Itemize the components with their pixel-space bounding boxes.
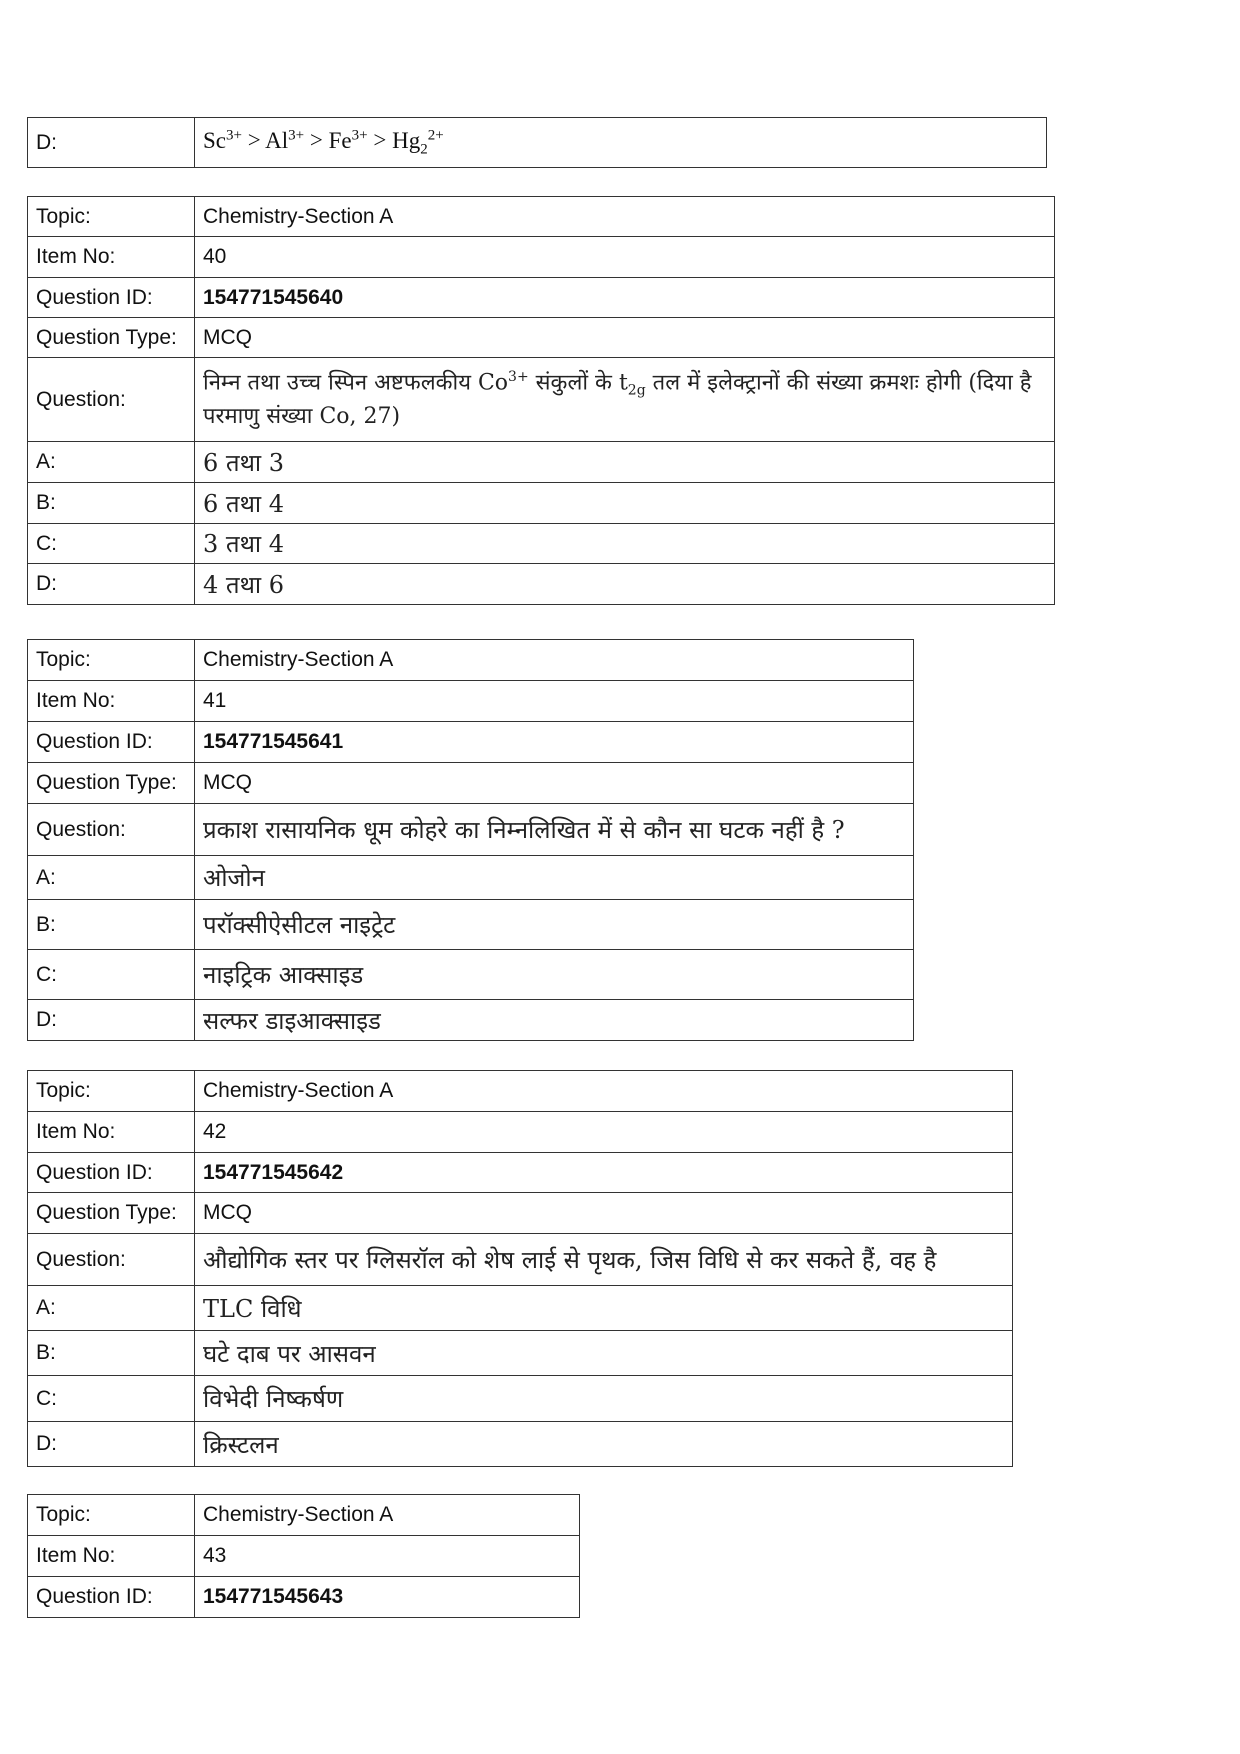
option-a-text: ओजोन <box>195 856 914 900</box>
question-text-part: संकुलों के t <box>528 369 628 395</box>
option-d-row <box>28 564 1055 605</box>
option-label: D: <box>28 118 195 168</box>
question-label: Question: <box>28 804 195 856</box>
item-label: Item No: <box>28 1112 195 1153</box>
question-id-value: 154771545643 <box>195 1577 580 1618</box>
question-type-row <box>28 1193 1013 1234</box>
question-text: प्रकाश रासायनिक धूम कोहरे का निम्नलिखित में से कौन सा घटक नहीं है ? <box>195 804 914 856</box>
question-id-row <box>28 1153 1013 1193</box>
topic-row <box>28 1495 580 1536</box>
option-d-row <box>28 1422 1013 1467</box>
option-a-row <box>28 856 914 900</box>
option-b-text: परॉक्सीऐसीटल नाइट्रेट <box>195 900 914 950</box>
question-42-table <box>27 1070 1013 1467</box>
topic-value: Chemistry-Section A <box>195 197 1055 237</box>
item-row <box>28 237 1055 278</box>
option-d-label: D: <box>28 564 195 605</box>
topic-row <box>28 640 914 681</box>
ion-order-formula <box>203 126 444 158</box>
ion-charge: 3+ <box>288 126 305 143</box>
ion-symbol: Sc <box>203 127 226 153</box>
item-value: 43 <box>195 1536 580 1577</box>
question-id-label: Question ID: <box>28 278 195 318</box>
orbital-subscript: 2g <box>627 382 646 399</box>
topic-row <box>28 1071 1013 1112</box>
option-b-text: 6 तथा 4 <box>195 483 1055 524</box>
question-43-table <box>27 1494 580 1618</box>
option-d-text: सल्फर डाइआक्साइड <box>195 1000 914 1041</box>
option-d-text: 4 तथा 6 <box>195 564 1055 605</box>
question-text <box>195 358 1055 442</box>
ion-symbol: Fe <box>328 127 352 153</box>
ion <box>203 128 242 153</box>
option-b-label: B: <box>28 1331 195 1376</box>
option-b-label: B: <box>28 900 195 950</box>
question-type-value: MCQ <box>195 1193 1013 1234</box>
question-label: Question: <box>28 358 195 442</box>
question-id-label: Question ID: <box>28 1153 195 1193</box>
prev-question-table <box>27 117 1047 168</box>
question-41-table <box>27 639 914 1041</box>
option-a-label: A: <box>28 856 195 900</box>
question-id-label: Question ID: <box>28 722 195 763</box>
option-c-text: 3 तथा 4 <box>195 524 1055 564</box>
ion-symbol: Al <box>265 127 289 153</box>
question-label: Question: <box>28 1234 195 1286</box>
question-id-label: Question ID: <box>28 1577 195 1618</box>
option-d-label: D: <box>28 1422 195 1467</box>
item-value: 40 <box>195 237 1055 278</box>
question-text: औद्योगिक स्तर पर ग्लिसरॉल को शेष लाई से पृथक, जिस विधि से कर सकते हैं, वह है <box>195 1234 1013 1286</box>
ion-symbol: Hg <box>392 127 421 153</box>
item-row <box>28 681 914 722</box>
option-c-label: C: <box>28 950 195 1000</box>
ion <box>329 128 368 153</box>
option-d-label: D: <box>28 1000 195 1041</box>
topic-value: Chemistry-Section A <box>195 1071 1013 1112</box>
option-a-row <box>28 1286 1013 1331</box>
topic-label: Topic: <box>28 1495 195 1536</box>
question-40-table <box>27 196 1055 605</box>
question-type-row <box>28 318 1055 358</box>
question-id-value: 154771545641 <box>195 722 914 763</box>
item-value: 41 <box>195 681 914 722</box>
option-a-text: TLC विधि <box>195 1286 1013 1331</box>
topic-value: Chemistry-Section A <box>195 640 914 681</box>
option-a-row <box>28 442 1055 483</box>
option-d-text: क्रिस्टलन <box>195 1422 1013 1467</box>
ion <box>265 128 304 153</box>
question-type-label: Question Type: <box>28 763 195 804</box>
question-type-label: Question Type: <box>28 318 195 358</box>
ion <box>392 126 444 158</box>
ion-subscript: 2 <box>420 141 428 158</box>
option-b-text: घटे दाब पर आसवन <box>195 1331 1013 1376</box>
topic-label: Topic: <box>28 1071 195 1112</box>
formula-separator: > <box>367 127 393 153</box>
option-c-row <box>28 524 1055 564</box>
ion-charge: 2+ <box>427 126 444 143</box>
formula-separator: > <box>241 127 266 153</box>
topic-row <box>28 197 1055 237</box>
option-a-text: 6 तथा 3 <box>195 442 1055 483</box>
item-value: 42 <box>195 1112 1013 1153</box>
question-type-value: MCQ <box>195 318 1055 358</box>
option-b-row <box>28 483 1055 524</box>
charge-superscript: 3+ <box>508 368 529 385</box>
option-d-formula <box>195 118 1047 168</box>
topic-value: Chemistry-Section A <box>195 1495 580 1536</box>
question-row <box>28 804 914 856</box>
option-b-row <box>28 900 914 950</box>
question-row <box>28 358 1055 442</box>
topic-label: Topic: <box>28 197 195 237</box>
item-label: Item No: <box>28 681 195 722</box>
option-a-label: A: <box>28 442 195 483</box>
question-text-part: तल में इलेक्ट्रानों की संख्या क्रमशः होगी (दिया है परमाणु संख्या Co, 27) <box>203 369 1032 429</box>
question-text-part: निम्न तथा उच्च स्पिन अष्टफलकीय Co <box>203 369 509 395</box>
item-row <box>28 1536 580 1577</box>
option-c-text: विभेदी निष्कर्षण <box>195 1376 1013 1422</box>
ion-charge: 3+ <box>226 126 242 143</box>
question-id-row <box>28 1577 580 1618</box>
formula-separator: > <box>304 127 329 153</box>
option-c-label: C: <box>28 1376 195 1422</box>
option-c-text: नाइट्रिक आक्साइड <box>195 950 914 1000</box>
question-id-row <box>28 722 914 763</box>
option-d-row <box>28 118 1047 168</box>
question-id-value: 154771545642 <box>195 1153 1013 1193</box>
item-label: Item No: <box>28 237 195 278</box>
option-b-label: B: <box>28 483 195 524</box>
question-row <box>28 1234 1013 1286</box>
question-type-value: MCQ <box>195 763 914 804</box>
ion-charge: 3+ <box>351 126 368 143</box>
item-label: Item No: <box>28 1536 195 1577</box>
option-c-row <box>28 950 914 1000</box>
option-c-row <box>28 1376 1013 1422</box>
question-type-label: Question Type: <box>28 1193 195 1234</box>
option-d-row <box>28 1000 914 1041</box>
option-c-label: C: <box>28 524 195 564</box>
question-type-row <box>28 763 914 804</box>
item-row <box>28 1112 1013 1153</box>
topic-label: Topic: <box>28 640 195 681</box>
question-id-row <box>28 278 1055 318</box>
question-id-value: 154771545640 <box>195 278 1055 318</box>
option-b-row <box>28 1331 1013 1376</box>
option-a-label: A: <box>28 1286 195 1331</box>
